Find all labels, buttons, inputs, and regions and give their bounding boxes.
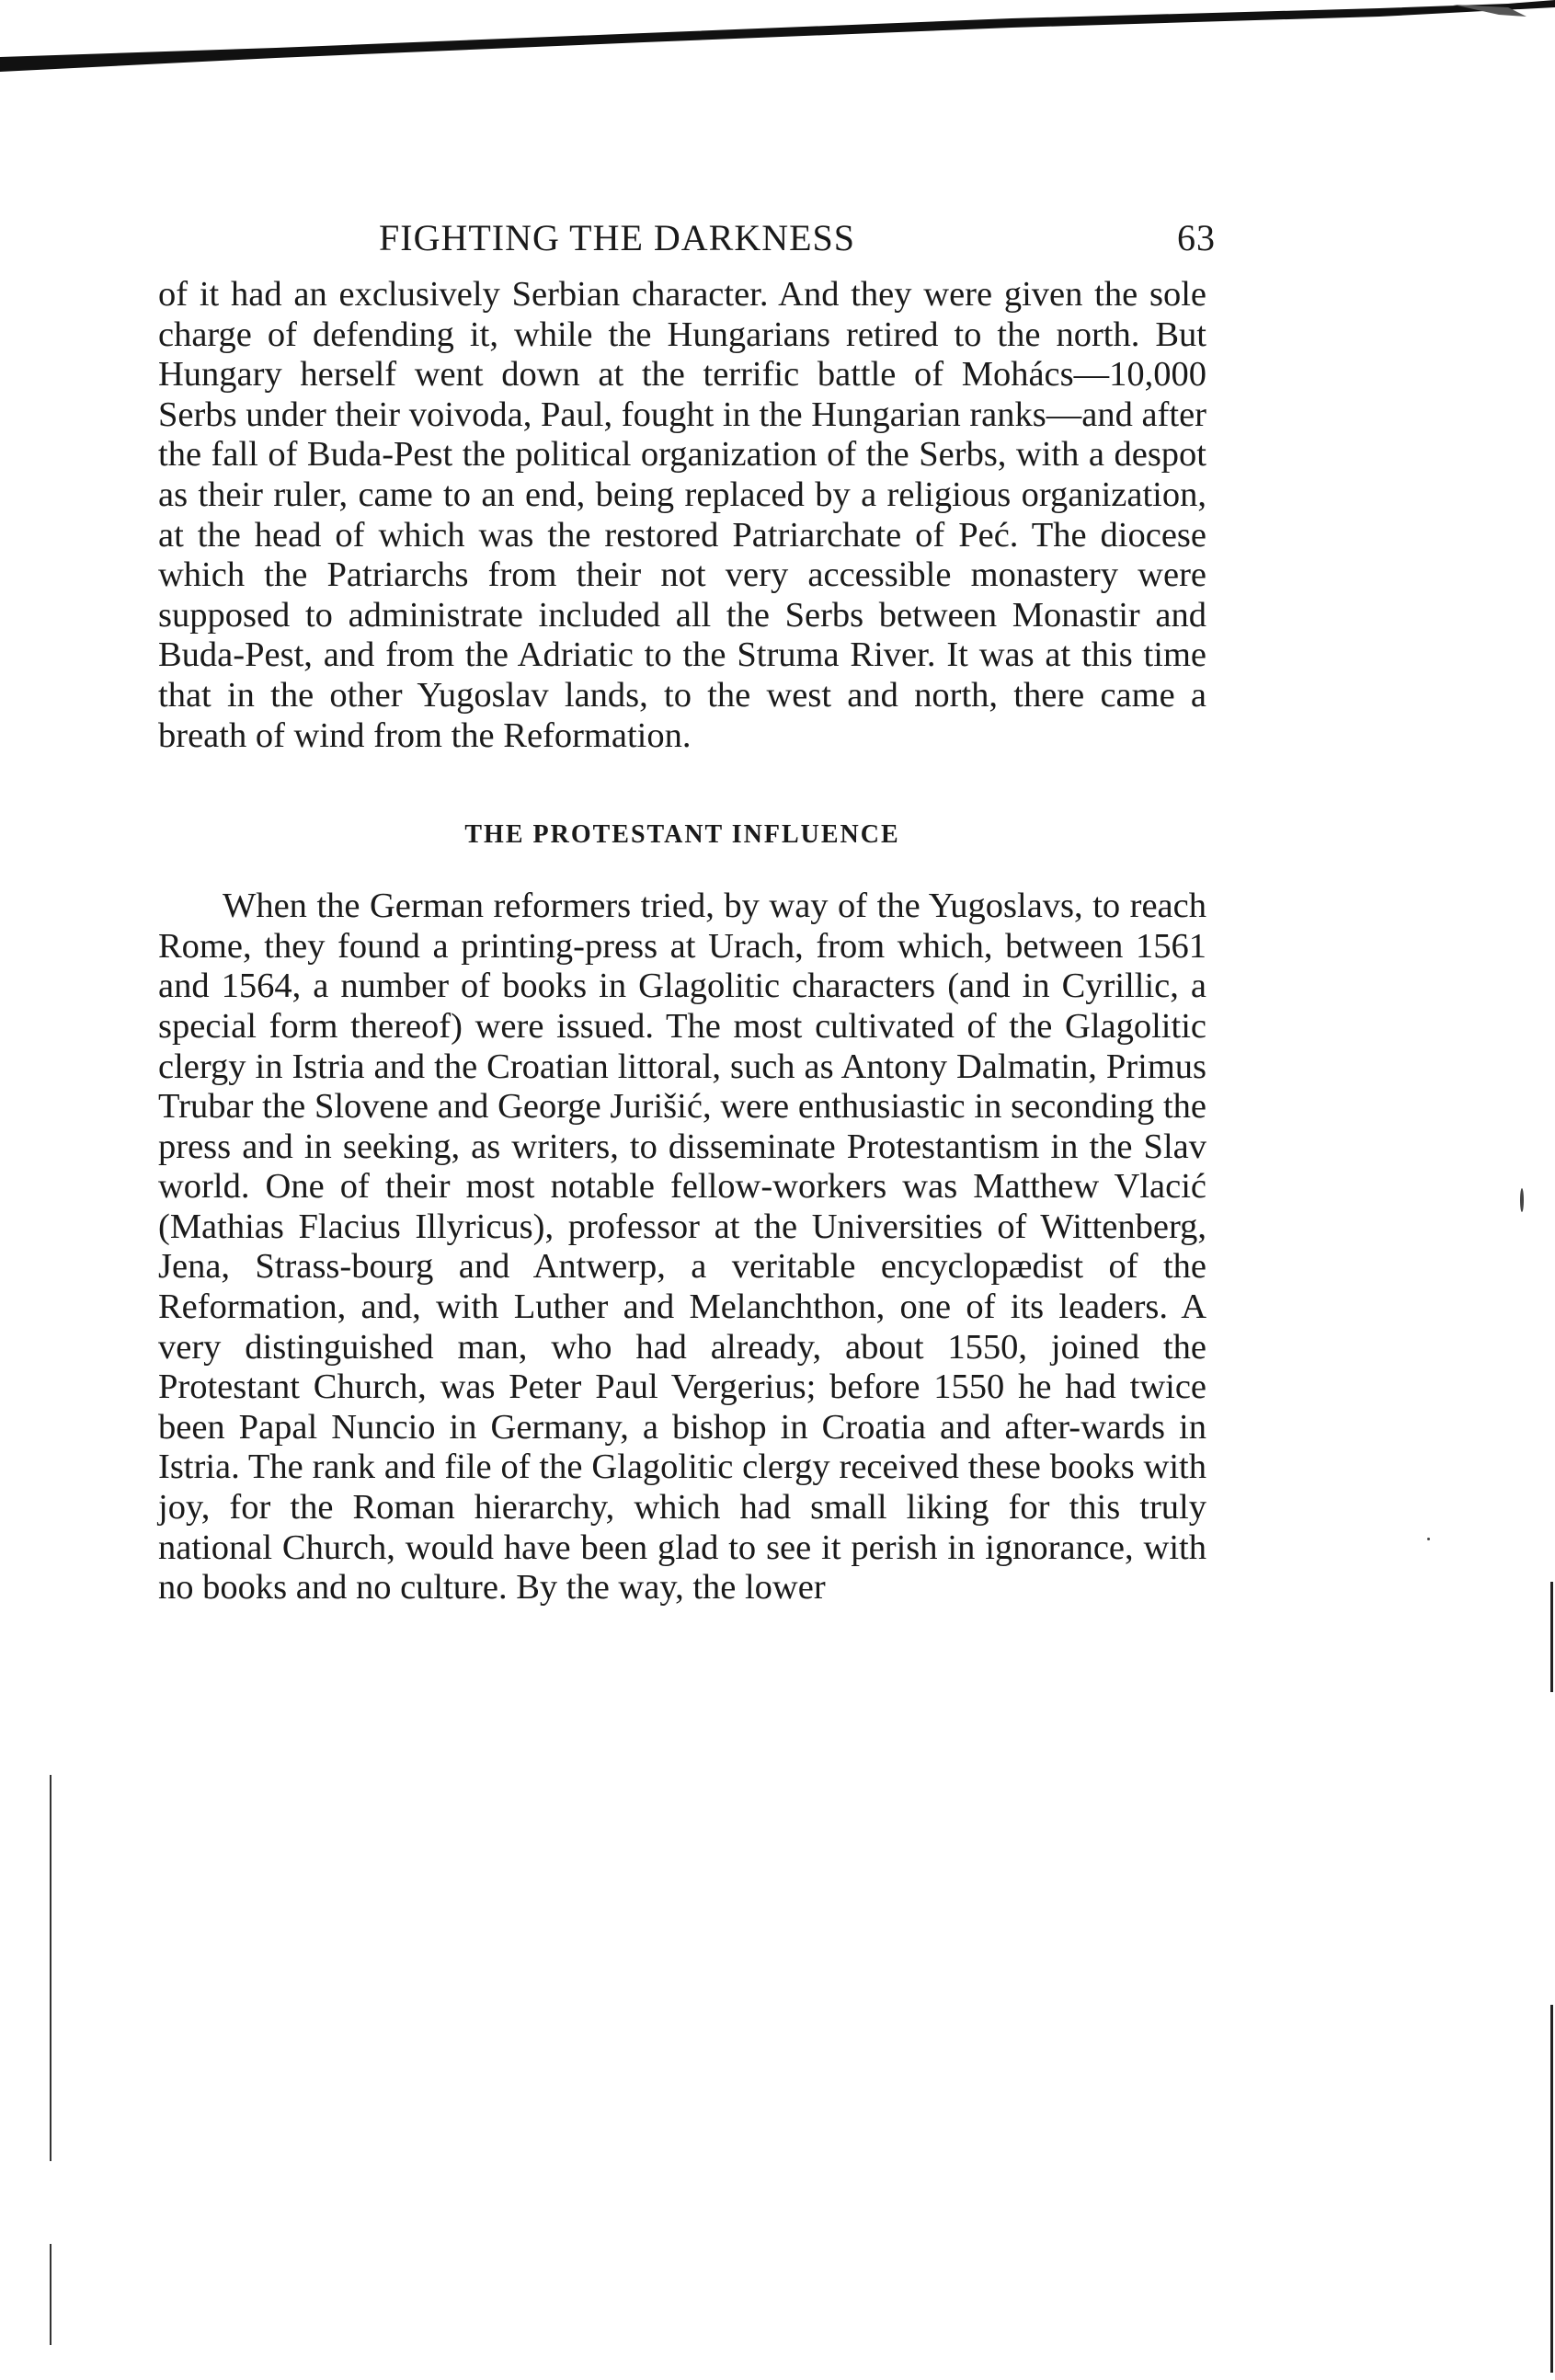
section-heading: THE PROTESTANT INFLUENCE	[464, 820, 900, 850]
ink-smudge	[1520, 1188, 1524, 1212]
page-number: 63	[1177, 217, 1216, 258]
right-gutter-mark	[1550, 1582, 1553, 1692]
ink-smudge	[1427, 1538, 1430, 1540]
body-paragraph: of it had an exclusively Serbian character. And they were given the sole charge of defending it, while the Hungarians retired to the north. But Hungary herself went down at the terrific battle of Mohács—10,000 Serbs under their voivoda, Paul, fought in the Hungarian ranks—and after the fall of Buda-Pest the political organization of the Serbs, with a despot as their ruler, came to an end, being replaced by a religious organization, at the head of which was the restored Patriarchate of Peć. The diocese which the Patriarchs from their not very accessible monastery were supposed to administrate included all the Serbs between Monastir and Buda-Pest, and from the Adriatic to the Struma River. It was at this time that in the other Yugoslav lands, to the west and north, there came a breath of wind from the Reformation.	[158, 275, 1206, 755]
running-head	[158, 216, 1216, 271]
scan-edge-top	[0, 0, 1555, 74]
right-gutter-mark	[1550, 2005, 1553, 2373]
book-page	[158, 216, 1216, 1608]
left-gutter-mark	[50, 2244, 51, 2345]
body-paragraph: When the German reformers tried, by way of the Yugoslavs, to reach Rome, they found a printing-press at Urach, from which, between 1561 and 1564, a number of books in Glagolitic characters (and in Cyrillic, a special form thereof) were issued. The most cultivated of the Glagolitic clergy in Istria and the Croatian littoral, such as Antony Dalmatin, Primus Trubar the Slovene and George Jurišić, were enthusiastic in seconding the press and in seeking, as writers, to disseminate Protestantism in the Slav world. One of their most notable fellow-workers was Matthew Vlacić (Mathias Flacius Illyricus), professor at the Universities of Wittenberg, Jena, Strass-bourg and Antwerp, a veritable encyclopædist of the Reformation, and, with Luther and Melanchthon, one of its leaders. A very distinguished man, who had already, about 1550, joined the Protestant Church, was Peter Paul Vergerius; before 1550 he had twice been Papal Nuncio in Germany, a bishop in Croatia and after-wards in Istria. The rank and file of the Glagolitic clergy received these books with joy, for the Roman hierarchy, which had small liking for this truly national Church, would have been glad to see it perish in ignorance, with no books and no culture. By the way, the lower	[158, 887, 1206, 1608]
left-gutter-mark	[50, 1775, 51, 2161]
running-title: FIGHTING THE DARKNESS	[379, 217, 856, 258]
